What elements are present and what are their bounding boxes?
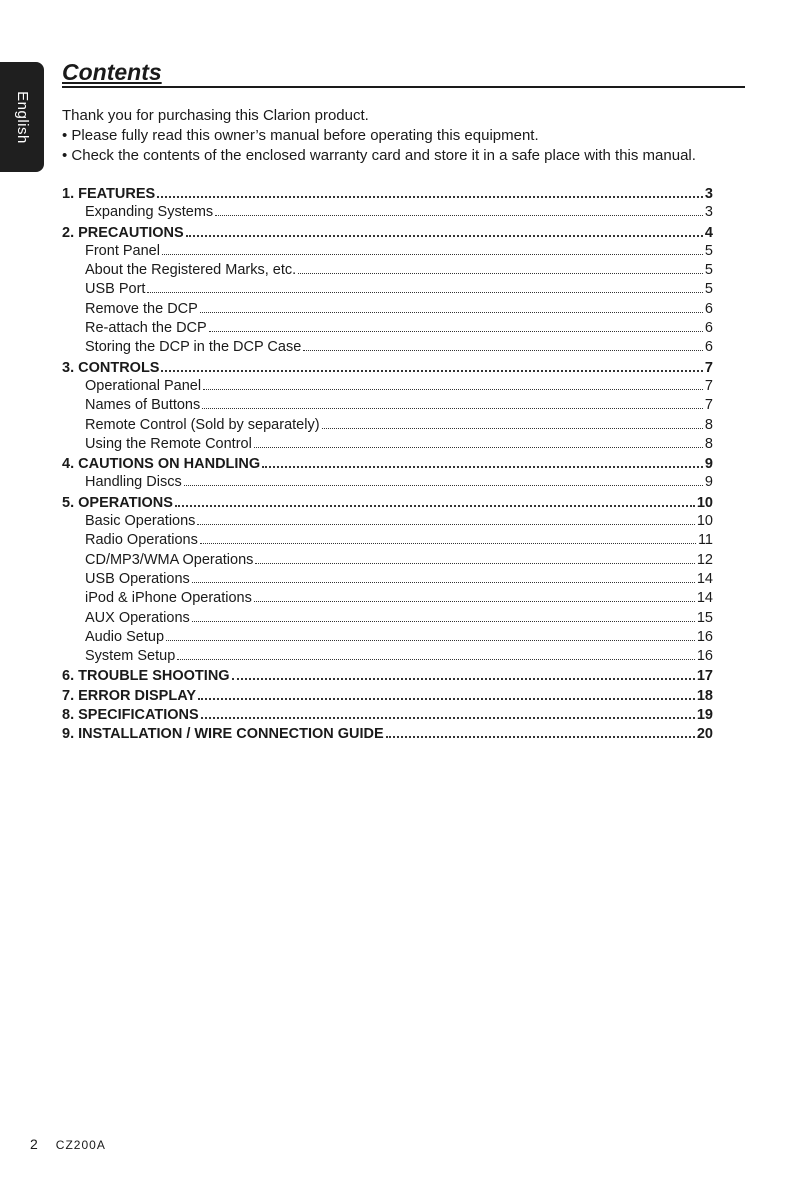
- toc-leader-dots: [157, 183, 703, 198]
- toc-subentry[interactable]: [62, 279, 713, 298]
- title-rule: [62, 58, 745, 88]
- toc-entry-label: Basic Operations: [85, 513, 196, 530]
- model-name: CZ200A: [55, 1138, 106, 1152]
- toc-entry-page: 4: [704, 224, 713, 241]
- toc-leader-dots: [254, 434, 703, 448]
- intro-thanks: Thank you for purchasing this Clarion product.: [62, 107, 369, 124]
- toc-entry-label: Names of Buttons: [85, 397, 201, 414]
- toc-entry-page: 10: [696, 513, 713, 530]
- toc-entry-label: AUX Operations: [85, 609, 190, 626]
- toc-section-entry[interactable]: [62, 492, 713, 511]
- toc-entry-label: Using the Remote Control: [85, 435, 252, 452]
- toc-subentry[interactable]: [62, 434, 713, 453]
- toc-leader-dots: [232, 665, 695, 680]
- toc-entry-page: 5: [704, 242, 713, 259]
- toc-entry-page: 8: [704, 435, 713, 452]
- toc-entry-label: Audio Setup: [85, 628, 165, 645]
- toc-section-entry[interactable]: [62, 665, 713, 684]
- toc-entry-label: Front Panel: [85, 242, 160, 259]
- toc-leader-dots: [262, 453, 703, 468]
- toc-entry-label: USB Port: [85, 281, 146, 298]
- toc-section-entry[interactable]: [62, 453, 713, 472]
- intro-block: [62, 106, 762, 166]
- toc-leader-dots: [177, 646, 695, 660]
- toc-entry-page: 7: [704, 359, 713, 376]
- toc-entry-label: Operational Panel: [85, 377, 202, 394]
- toc-leader-dots: [147, 279, 702, 293]
- toc-entry-page: 6: [704, 300, 713, 317]
- toc-subentry[interactable]: [62, 588, 713, 607]
- toc-section-entry[interactable]: [62, 222, 713, 241]
- toc-subentry[interactable]: [62, 550, 713, 569]
- toc-entry-label: iPod & iPhone Operations: [85, 590, 252, 607]
- toc-leader-dots: [201, 704, 695, 719]
- toc-entry-label: 4. CAUTIONS ON HANDLING: [62, 456, 261, 473]
- toc-leader-dots: [186, 222, 703, 237]
- toc-leader-dots: [298, 260, 703, 274]
- language-tab: [0, 62, 44, 172]
- toc-entry-page: 5: [704, 262, 713, 279]
- toc-entry-label: 1. FEATURES: [62, 186, 156, 202]
- toc-entry-label: 3. CONTROLS: [62, 359, 160, 376]
- toc-entry-label: Handling Discs: [85, 474, 182, 491]
- toc-entry-label: Remove the DCP: [85, 300, 198, 317]
- toc-entry-label: USB Operations: [85, 570, 190, 587]
- toc-leader-dots: [184, 472, 703, 486]
- toc-subentry[interactable]: [62, 299, 713, 318]
- toc-entry-label: CD/MP3/WMA Operations: [85, 551, 254, 568]
- toc-subentry[interactable]: [62, 337, 713, 356]
- toc-subentry[interactable]: [62, 627, 713, 646]
- toc-leader-dots: [255, 550, 694, 564]
- toc-leader-dots: [254, 588, 695, 602]
- toc-leader-dots: [386, 723, 695, 738]
- toc-leader-dots: [197, 511, 694, 525]
- toc-entry-page: 17: [696, 668, 713, 685]
- toc-entry-page: 11: [697, 532, 713, 549]
- toc-leader-dots: [162, 241, 703, 255]
- toc-entry-page: 8: [704, 416, 713, 433]
- toc-leader-dots: [202, 395, 703, 409]
- toc-entry-page: 3: [704, 204, 713, 221]
- toc-leader-dots: [161, 357, 702, 372]
- toc-subentry[interactable]: [62, 395, 713, 414]
- toc-leader-dots: [192, 608, 695, 622]
- toc-section-entry[interactable]: [62, 183, 713, 202]
- toc-subentry[interactable]: [62, 511, 713, 530]
- toc-entry-page: 9: [704, 474, 713, 491]
- toc-entry-page: 6: [704, 339, 713, 356]
- toc-leader-dots: [303, 337, 703, 351]
- toc-leader-dots: [322, 415, 703, 429]
- toc-entry-label: Re-attach the DCP: [85, 320, 207, 337]
- toc-leader-dots: [215, 202, 703, 216]
- toc-entry-label: Radio Operations: [85, 532, 198, 549]
- toc-subentry[interactable]: [62, 530, 713, 549]
- page-title: Contents: [62, 59, 162, 85]
- toc-subentry[interactable]: [62, 472, 713, 491]
- toc-leader-dots: [198, 685, 695, 700]
- table-of-contents: [62, 183, 713, 743]
- toc-subentry[interactable]: [62, 241, 713, 260]
- toc-entry-page: 15: [696, 609, 713, 626]
- toc-entry-page: 12: [696, 551, 713, 568]
- toc-entry-page: 14: [696, 590, 713, 607]
- toc-entry-page: 18: [696, 687, 713, 704]
- toc-leader-dots: [209, 318, 703, 332]
- toc-entry-page: 6: [704, 320, 713, 337]
- toc-entry-page: 10: [696, 494, 713, 511]
- toc-subentry[interactable]: [62, 318, 713, 337]
- toc-entry-label: 6. TROUBLE SHOOTING: [62, 668, 230, 685]
- toc-subentry[interactable]: [62, 415, 713, 434]
- toc-entry-label: System Setup: [85, 648, 176, 665]
- toc-entry-page: 14: [696, 570, 713, 587]
- toc-entry-page: 5: [704, 281, 713, 298]
- toc-section-entry[interactable]: [62, 357, 713, 376]
- toc-entry-page: 7: [704, 377, 713, 394]
- toc-entry-label: Storing the DCP in the DCP Case: [85, 339, 302, 356]
- toc-section-entry[interactable]: [62, 685, 713, 704]
- toc-entry-page: 9: [704, 456, 713, 473]
- toc-entry-label: 9. INSTALLATION / WIRE CONNECTION GUIDE: [62, 726, 384, 743]
- page-footer: [30, 1136, 106, 1152]
- toc-entry-label: 7. ERROR DISPLAY: [62, 687, 197, 704]
- toc-leader-dots: [200, 530, 696, 544]
- toc-leader-dots: [200, 299, 703, 313]
- toc-entry-label: 8. SPECIFICATIONS: [62, 707, 199, 724]
- toc-subentry[interactable]: [62, 202, 713, 221]
- toc-entry-label: 5. OPERATIONS: [62, 494, 173, 511]
- toc-entry-page: 16: [696, 628, 713, 645]
- toc-subentry[interactable]: [62, 376, 713, 395]
- toc-entry-page: 16: [696, 648, 713, 665]
- toc-entry-label: About the Registered Marks, etc.: [85, 262, 297, 279]
- toc-leader-dots: [175, 492, 695, 507]
- toc-subentry[interactable]: [62, 569, 713, 588]
- toc-entry-page: 20: [696, 726, 713, 743]
- toc-entry-page: 19: [696, 707, 713, 724]
- language-tab-label: English: [13, 90, 31, 144]
- toc-entry-page: 3: [704, 186, 713, 202]
- toc-subentry[interactable]: [62, 646, 713, 665]
- page-number: 2: [30, 1136, 38, 1152]
- toc-entry-label: Remote Control (Sold by separately): [85, 416, 320, 433]
- intro-bullet-read-manual: • Please fully read this owner’s manual before operating this equipment.: [62, 127, 539, 144]
- toc-section-entry[interactable]: [62, 704, 713, 723]
- intro-bullet-warranty: • Check the contents of the enclosed warranty card and store it in a safe place with this manual.: [62, 147, 696, 164]
- toc-leader-dots: [166, 627, 695, 641]
- toc-leader-dots: [203, 376, 703, 390]
- toc-section-entry[interactable]: [62, 723, 713, 742]
- toc-entry-label: 2. PRECAUTIONS: [62, 224, 184, 241]
- toc-leader-dots: [192, 569, 695, 583]
- toc-entry-label: Expanding Systems: [85, 204, 214, 221]
- toc-subentry[interactable]: [62, 260, 713, 279]
- toc-entry-page: 7: [704, 397, 713, 414]
- toc-subentry[interactable]: [62, 608, 713, 627]
